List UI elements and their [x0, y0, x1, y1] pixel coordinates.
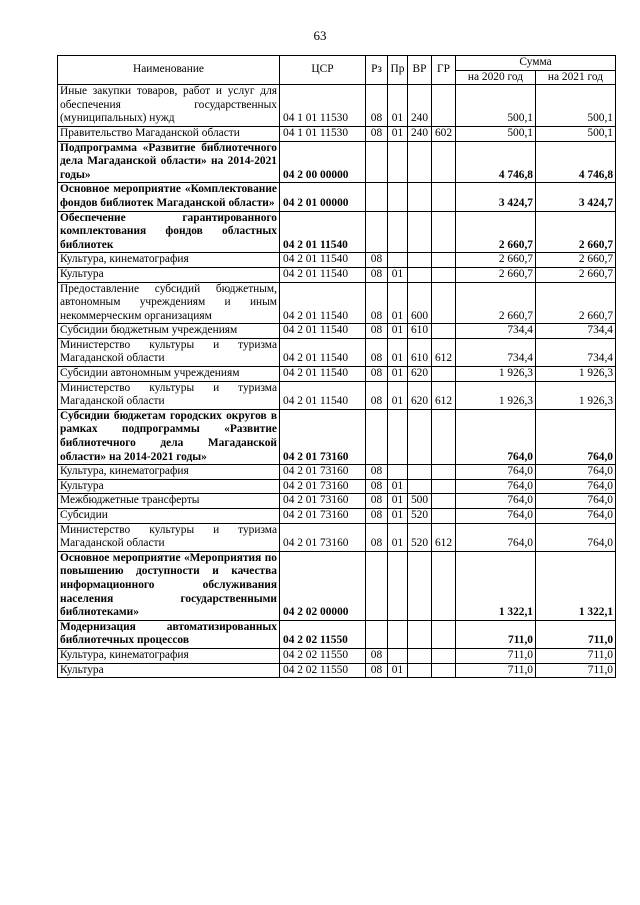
cell-rz [366, 620, 388, 648]
cell-vr: 620 [408, 381, 432, 409]
cell-rz [366, 551, 388, 620]
cell-pr [388, 465, 408, 480]
cell-name: Подпрограмма «Развитие библиотечного дела Магаданской области» на 2014-2021 годы» [58, 141, 280, 183]
cell-pr: 01 [388, 479, 408, 494]
cell-csr: 04 2 01 11540 [280, 367, 366, 382]
cell-amount-2020: 764,0 [456, 523, 536, 551]
cell-vr: 600 [408, 282, 432, 324]
header-gr: ГР [432, 56, 456, 85]
cell-csr: 04 2 02 00000 [280, 551, 366, 620]
cell-amount-2021: 711,0 [536, 663, 616, 678]
cell-vr: 520 [408, 509, 432, 524]
cell-vr: 610 [408, 324, 432, 339]
table-row [58, 253, 616, 268]
cell-amount-2021: 764,0 [536, 465, 616, 480]
cell-amount-2020: 711,0 [456, 648, 536, 663]
cell-name: Министерство культуры и туризма Магаданской области [58, 381, 280, 409]
cell-rz: 08 [366, 479, 388, 494]
cell-rz: 08 [366, 509, 388, 524]
cell-csr: 04 1 01 11530 [280, 126, 366, 141]
cell-csr: 04 2 01 11540 [280, 267, 366, 282]
cell-name: Модернизация автоматизированных библиотечных процессов [58, 620, 280, 648]
cell-amount-2020: 1 926,3 [456, 367, 536, 382]
cell-name: Субсидии бюджетным учреждениям [58, 324, 280, 339]
cell-vr [408, 183, 432, 211]
cell-gr [432, 267, 456, 282]
cell-amount-2020: 1 322,1 [456, 551, 536, 620]
cell-gr [432, 648, 456, 663]
cell-pr: 01 [388, 523, 408, 551]
cell-rz: 08 [366, 523, 388, 551]
cell-amount-2021: 500,1 [536, 126, 616, 141]
cell-csr: 04 2 01 11540 [280, 338, 366, 366]
cell-amount-2020: 500,1 [456, 126, 536, 141]
cell-gr [432, 494, 456, 509]
cell-pr: 01 [388, 85, 408, 127]
cell-vr [408, 211, 432, 253]
cell-gr [432, 282, 456, 324]
header-year-2021: на 2021 год [536, 70, 616, 85]
cell-vr [408, 141, 432, 183]
header-vr: ВР [408, 56, 432, 85]
cell-csr: 04 2 01 11540 [280, 381, 366, 409]
cell-name: Культура, кинематография [58, 465, 280, 480]
cell-amount-2021: 711,0 [536, 620, 616, 648]
table-row [58, 381, 616, 409]
cell-csr: 04 1 01 11530 [280, 85, 366, 127]
header-sum: Сумма [456, 56, 616, 71]
cell-amount-2020: 500,1 [456, 85, 536, 127]
cell-gr: 612 [432, 338, 456, 366]
cell-gr [432, 409, 456, 464]
header-year-2020: на 2020 год [456, 70, 536, 85]
table-row [58, 663, 616, 678]
cell-amount-2021: 1 926,3 [536, 367, 616, 382]
table-row [58, 211, 616, 253]
budget-table [57, 55, 616, 678]
cell-pr: 01 [388, 267, 408, 282]
cell-gr [432, 509, 456, 524]
cell-name: Правительство Магаданской области [58, 126, 280, 141]
cell-amount-2020: 764,0 [456, 409, 536, 464]
table-row [58, 126, 616, 141]
cell-rz: 08 [366, 367, 388, 382]
cell-amount-2020: 4 746,8 [456, 141, 536, 183]
cell-gr [432, 253, 456, 268]
cell-name: Субсидии автономным учреждениям [58, 367, 280, 382]
cell-amount-2021: 764,0 [536, 494, 616, 509]
cell-gr [432, 324, 456, 339]
cell-pr [388, 253, 408, 268]
table-row [58, 509, 616, 524]
cell-vr: 240 [408, 126, 432, 141]
cell-csr: 04 2 02 11550 [280, 620, 366, 648]
cell-amount-2020: 2 660,7 [456, 211, 536, 253]
table-row [58, 494, 616, 509]
cell-amount-2020: 2 660,7 [456, 253, 536, 268]
cell-rz: 08 [366, 381, 388, 409]
table-row [58, 282, 616, 324]
table-row [58, 324, 616, 339]
cell-rz: 08 [366, 324, 388, 339]
cell-gr [432, 663, 456, 678]
cell-amount-2021: 500,1 [536, 85, 616, 127]
cell-gr [432, 367, 456, 382]
table-row [58, 409, 616, 464]
cell-vr [408, 551, 432, 620]
cell-rz [366, 409, 388, 464]
cell-vr: 240 [408, 85, 432, 127]
cell-csr: 04 2 01 11540 [280, 211, 366, 253]
cell-rz: 08 [366, 282, 388, 324]
cell-csr: 04 2 01 73160 [280, 409, 366, 464]
cell-amount-2021: 734,4 [536, 324, 616, 339]
cell-csr: 04 2 01 73160 [280, 523, 366, 551]
cell-amount-2020: 734,4 [456, 324, 536, 339]
cell-rz: 08 [366, 338, 388, 366]
cell-rz: 08 [366, 267, 388, 282]
cell-name: Основное мероприятие «Комплектование фондов библиотек Магаданской области» [58, 183, 280, 211]
cell-amount-2021: 2 660,7 [536, 282, 616, 324]
cell-gr: 612 [432, 523, 456, 551]
cell-amount-2020: 1 926,3 [456, 381, 536, 409]
cell-gr: 602 [432, 126, 456, 141]
cell-vr [408, 648, 432, 663]
cell-amount-2020: 3 424,7 [456, 183, 536, 211]
cell-amount-2021: 734,4 [536, 338, 616, 366]
cell-name: Культура, кинематография [58, 253, 280, 268]
cell-rz [366, 183, 388, 211]
cell-amount-2021: 4 746,8 [536, 141, 616, 183]
cell-amount-2020: 734,4 [456, 338, 536, 366]
cell-vr [408, 409, 432, 464]
cell-amount-2021: 3 424,7 [536, 183, 616, 211]
cell-name: Иные закупки товаров, работ и услуг для обеспечения государственных (муниципальных) нужд [58, 85, 280, 127]
cell-amount-2020: 711,0 [456, 620, 536, 648]
cell-name: Министерство культуры и туризма Магаданской области [58, 338, 280, 366]
cell-name: Культура [58, 663, 280, 678]
cell-rz: 08 [366, 663, 388, 678]
cell-amount-2021: 1 322,1 [536, 551, 616, 620]
cell-pr: 01 [388, 126, 408, 141]
table-row [58, 141, 616, 183]
cell-rz: 08 [366, 494, 388, 509]
cell-amount-2020: 2 660,7 [456, 267, 536, 282]
cell-pr: 01 [388, 282, 408, 324]
cell-vr: 610 [408, 338, 432, 366]
cell-name: Предоставление субсидий бюджетным, автономным учреждениям и иным некоммерческим организациям [58, 282, 280, 324]
table-row [58, 183, 616, 211]
cell-pr [388, 141, 408, 183]
cell-amount-2021: 764,0 [536, 479, 616, 494]
cell-pr: 01 [388, 381, 408, 409]
cell-amount-2021: 2 660,7 [536, 267, 616, 282]
cell-gr [432, 479, 456, 494]
cell-gr [432, 620, 456, 648]
cell-vr [408, 253, 432, 268]
cell-name: Основное мероприятие «Мероприятия по повышению доступности и качества информационного обслуживания населения государственными библиотеками» [58, 551, 280, 620]
table-row [58, 479, 616, 494]
cell-rz: 08 [366, 648, 388, 663]
cell-amount-2021: 711,0 [536, 648, 616, 663]
cell-pr: 01 [388, 663, 408, 678]
cell-vr: 620 [408, 367, 432, 382]
cell-vr [408, 620, 432, 648]
table-row [58, 523, 616, 551]
cell-pr [388, 211, 408, 253]
cell-pr [388, 183, 408, 211]
cell-rz: 08 [366, 85, 388, 127]
cell-csr: 04 2 01 11540 [280, 282, 366, 324]
cell-pr: 01 [388, 367, 408, 382]
cell-amount-2020: 711,0 [456, 663, 536, 678]
cell-csr: 04 2 01 11540 [280, 324, 366, 339]
cell-amount-2020: 2 660,7 [456, 282, 536, 324]
cell-gr [432, 551, 456, 620]
table-row [58, 338, 616, 366]
cell-csr: 04 2 01 73160 [280, 509, 366, 524]
cell-name: Субсидии [58, 509, 280, 524]
cell-name: Культура [58, 479, 280, 494]
page-number: 63 [313, 28, 327, 43]
cell-amount-2021: 764,0 [536, 409, 616, 464]
header-name: Наименование [58, 56, 280, 85]
cell-amount-2021: 2 660,7 [536, 253, 616, 268]
cell-pr [388, 551, 408, 620]
cell-name: Министерство культуры и туризма Магаданской области [58, 523, 280, 551]
cell-pr: 01 [388, 509, 408, 524]
cell-amount-2021: 764,0 [536, 523, 616, 551]
cell-csr: 04 2 02 11550 [280, 648, 366, 663]
cell-csr: 04 2 01 73160 [280, 479, 366, 494]
cell-pr [388, 648, 408, 663]
cell-gr [432, 211, 456, 253]
cell-rz: 08 [366, 253, 388, 268]
table-row [58, 551, 616, 620]
table-body [58, 85, 616, 678]
cell-name: Субсидии бюджетам городских округов в рамках подпрограммы «Развитие библиотечного дела Магаданской области» на 2014-2021 годы» [58, 409, 280, 464]
header-pr: Пр [388, 56, 408, 85]
cell-vr [408, 465, 432, 480]
cell-csr: 04 2 01 11540 [280, 253, 366, 268]
header-csr: ЦСР [280, 56, 366, 85]
cell-amount-2020: 764,0 [456, 509, 536, 524]
header-rz: Рз [366, 56, 388, 85]
cell-pr [388, 620, 408, 648]
table-row [58, 267, 616, 282]
cell-amount-2020: 764,0 [456, 479, 536, 494]
cell-pr: 01 [388, 494, 408, 509]
cell-amount-2021: 1 926,3 [536, 381, 616, 409]
cell-gr [432, 183, 456, 211]
cell-csr: 04 2 02 11550 [280, 663, 366, 678]
table-row [58, 648, 616, 663]
cell-pr [388, 409, 408, 464]
cell-amount-2021: 764,0 [536, 509, 616, 524]
cell-gr [432, 465, 456, 480]
cell-name: Обеспечение гарантированного комплектования фондов областных библиотек [58, 211, 280, 253]
cell-rz: 08 [366, 465, 388, 480]
cell-gr [432, 85, 456, 127]
table-row [58, 85, 616, 127]
cell-vr: 500 [408, 494, 432, 509]
cell-amount-2020: 764,0 [456, 494, 536, 509]
cell-vr [408, 267, 432, 282]
table-row [58, 465, 616, 480]
cell-vr [408, 479, 432, 494]
cell-vr [408, 663, 432, 678]
cell-gr [432, 141, 456, 183]
cell-vr: 520 [408, 523, 432, 551]
cell-gr: 612 [432, 381, 456, 409]
table-row [58, 620, 616, 648]
cell-name: Межбюджетные трансферты [58, 494, 280, 509]
cell-rz [366, 141, 388, 183]
cell-rz [366, 211, 388, 253]
cell-pr: 01 [388, 338, 408, 366]
cell-name: Культура, кинематография [58, 648, 280, 663]
cell-pr: 01 [388, 324, 408, 339]
cell-csr: 04 2 01 73160 [280, 494, 366, 509]
cell-csr: 04 2 01 73160 [280, 465, 366, 480]
cell-name: Культура [58, 267, 280, 282]
cell-csr: 04 2 00 00000 [280, 141, 366, 183]
cell-csr: 04 2 01 00000 [280, 183, 366, 211]
cell-amount-2020: 764,0 [456, 465, 536, 480]
table-row [58, 367, 616, 382]
cell-amount-2021: 2 660,7 [536, 211, 616, 253]
cell-rz: 08 [366, 126, 388, 141]
